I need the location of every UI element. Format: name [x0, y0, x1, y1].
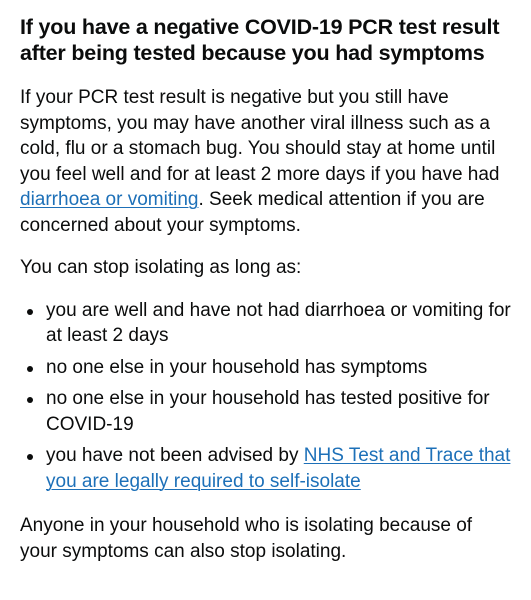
list-item-text: you have not been advised by	[46, 445, 304, 466]
household-paragraph: Anyone in your household who is isolating because of your symptoms can also stop isolating.	[20, 515, 473, 562]
nhs-test-and-trace-link[interactable]: NHS Test and Trace that you are legally required to self-isolate	[46, 445, 511, 492]
conditions-list	[20, 298, 511, 495]
list-item-text: you are well and have not had diarrhoea or vomiting for at least 2 days	[46, 299, 511, 346]
paragraph-text-before-link: If your PCR test result is negative but you still have symptoms, you may have another viral illness such as a cold, flu or a stomach bug. You should stay at home until you feel well and for at least 2 more days if you have had	[20, 87, 500, 185]
list-item	[20, 443, 511, 494]
list-item-text: no one else in your household has symptoms	[46, 356, 428, 378]
list-item	[20, 355, 511, 381]
negative-result-paragraph	[20, 85, 511, 238]
list-item	[20, 298, 511, 349]
bullet-icon	[27, 397, 33, 403]
list-item-text: no one else in your household has tested positive for COVID-19	[46, 388, 490, 435]
bullet-icon	[27, 309, 33, 315]
paragraph-text-after-link: . Seek medical attention if you are concerned about your symptoms.	[20, 189, 485, 236]
bullet-icon	[27, 454, 33, 460]
bullet-icon	[27, 366, 33, 372]
stop-isolating-intro: You can stop isolating as long as:	[20, 257, 302, 278]
section-heading: If you have a negative COVID-19 PCR test result after being tested because you had symptoms	[20, 15, 500, 65]
diarrhoea-vomiting-link[interactable]: diarrhoea or vomiting	[20, 189, 199, 210]
list-item	[20, 386, 511, 437]
